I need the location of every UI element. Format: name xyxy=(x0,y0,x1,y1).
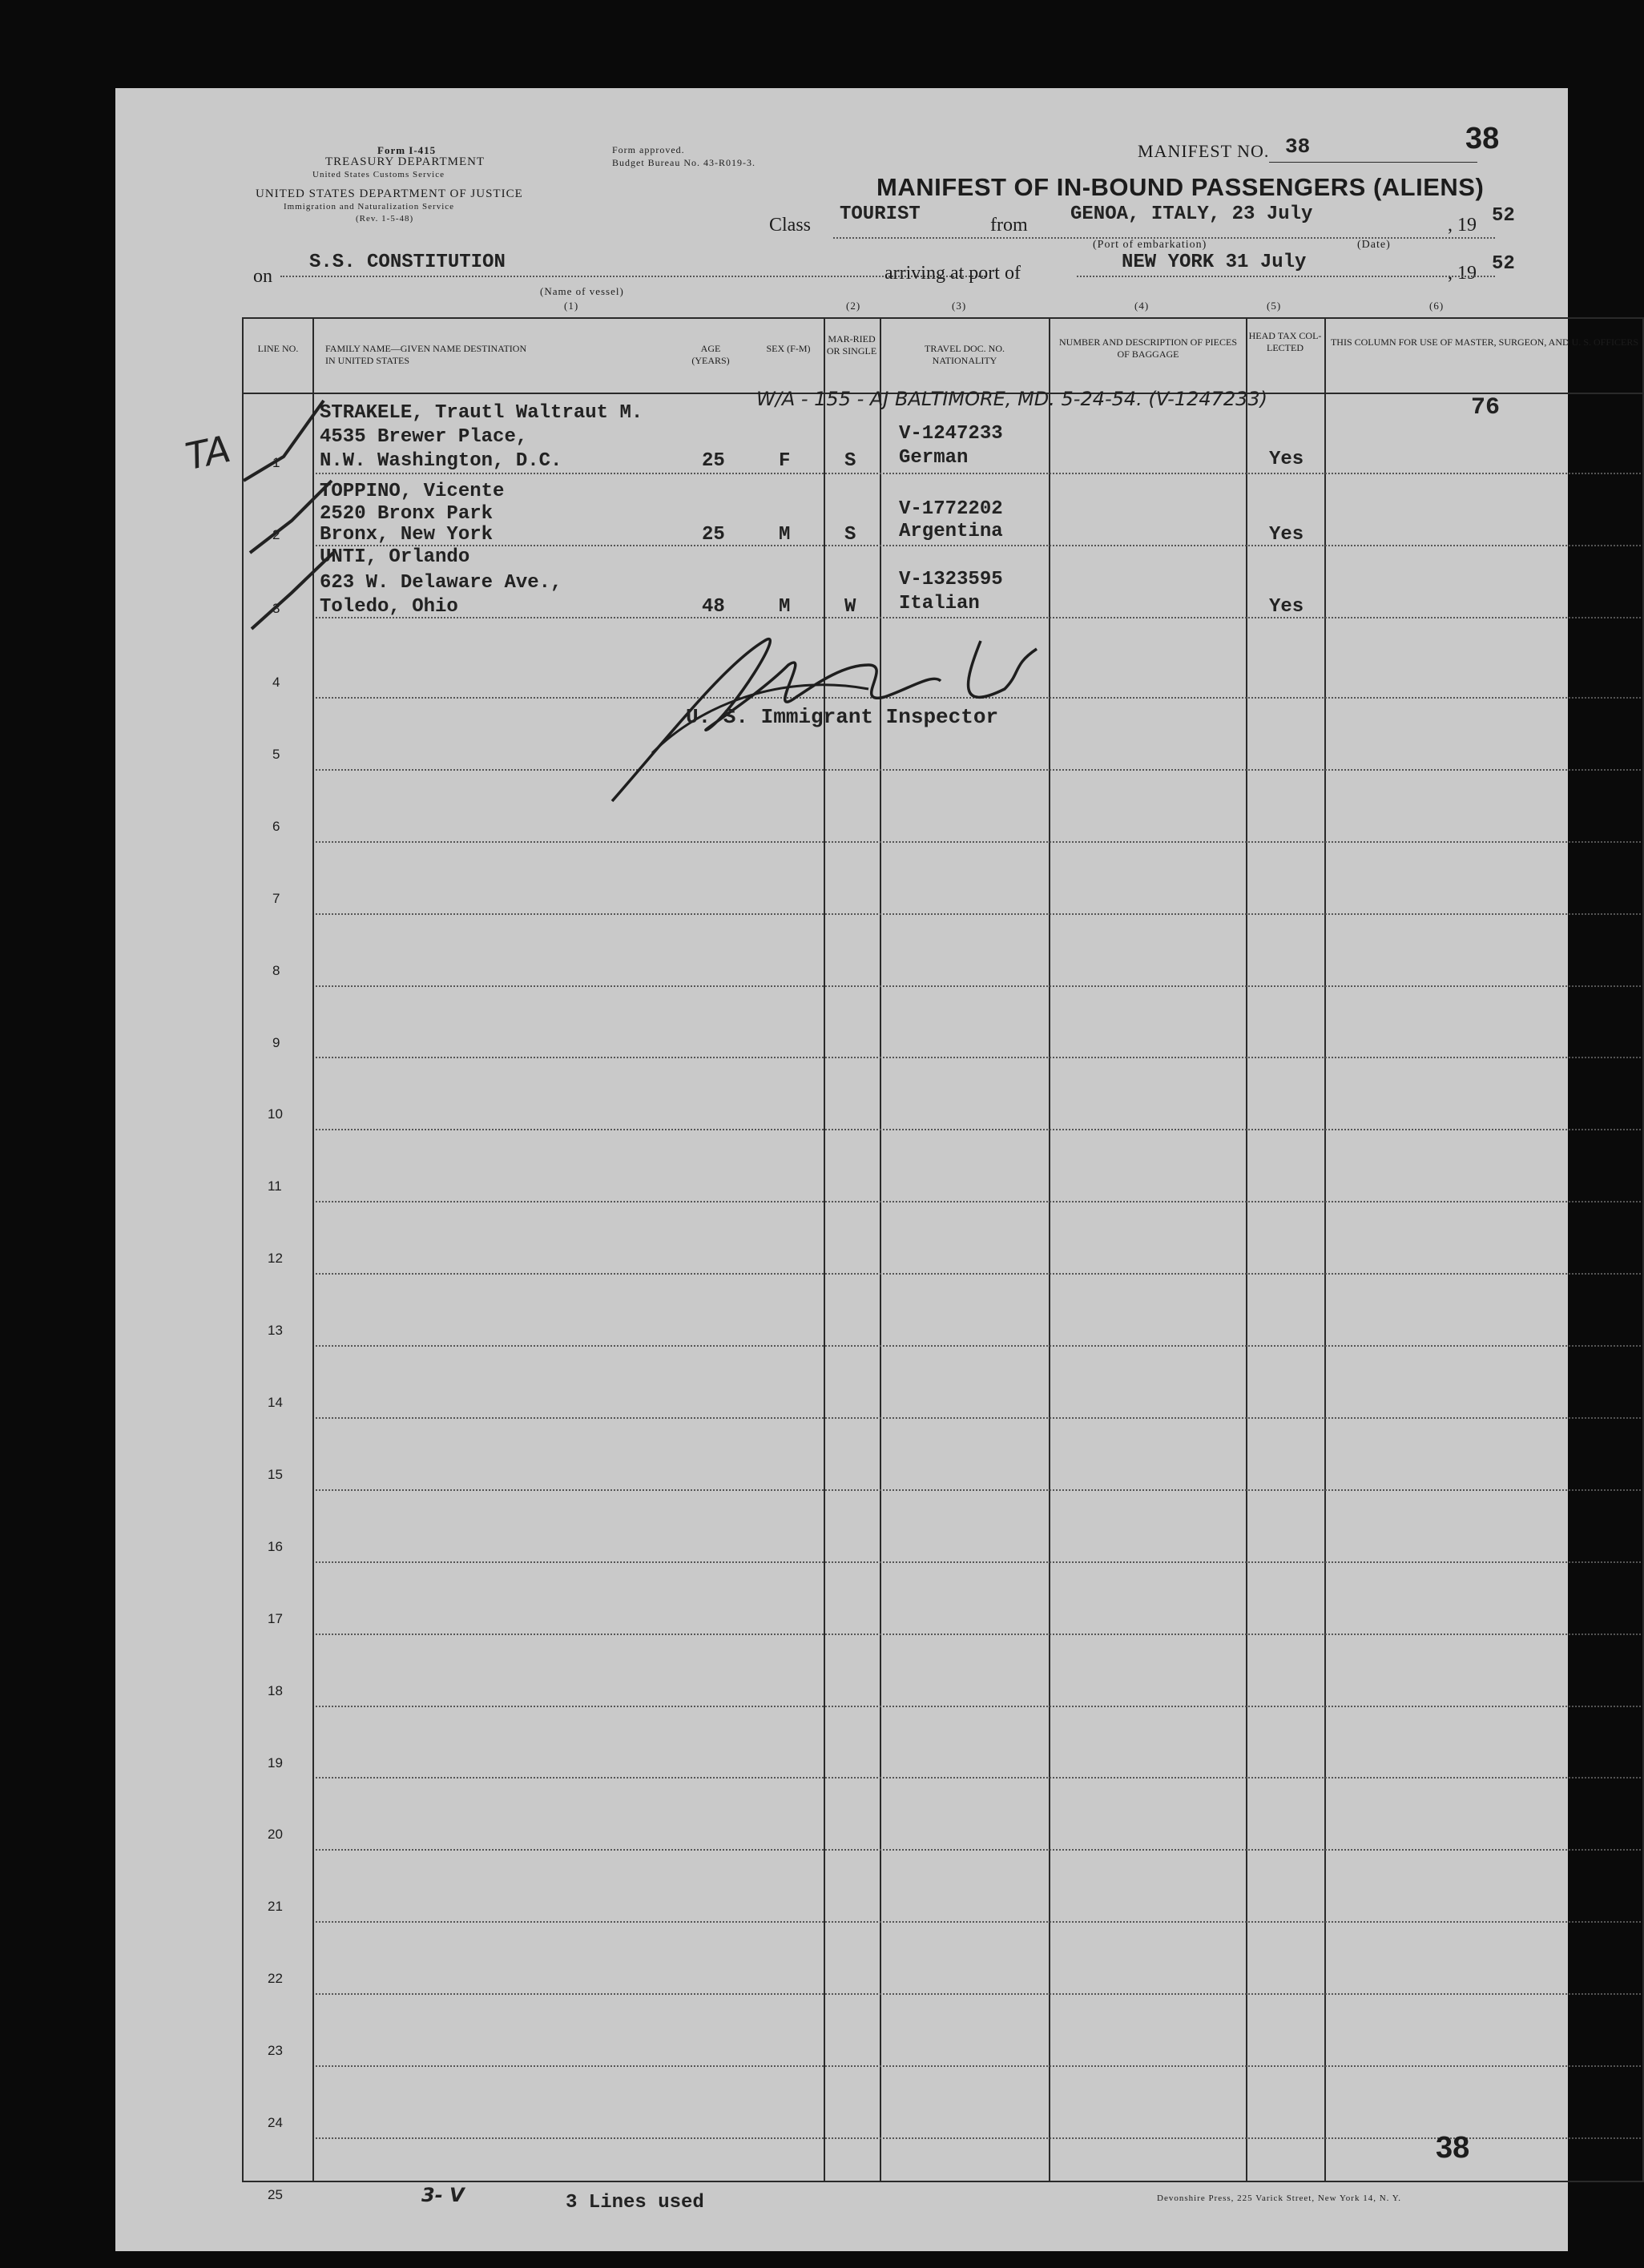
row-number: 4 xyxy=(272,675,280,690)
from-label: from xyxy=(990,215,1028,236)
column-number-5: (5) xyxy=(1267,300,1282,312)
handwritten-annotation: W/A - 155 - AJ BALTIMORE, MD. 5-24-54. (V-1247233) xyxy=(756,388,1268,410)
agency-customs: United States Customs Service xyxy=(312,170,445,179)
row-separator xyxy=(316,1201,1641,1202)
arrival-dotted-line xyxy=(1077,276,1495,277)
left-margin-initials: TA xyxy=(181,426,235,479)
row-separator xyxy=(316,1849,1641,1851)
row-separator xyxy=(316,1129,1641,1130)
row-number: 2 xyxy=(272,527,280,542)
row-separator xyxy=(316,1057,1641,1058)
row-number: 11 xyxy=(268,1178,282,1194)
row-number: 25 xyxy=(268,2186,283,2202)
row-separator xyxy=(316,1993,1641,1995)
table-top-border xyxy=(242,317,1644,319)
row-number: 22 xyxy=(268,1971,283,1987)
passenger-head-tax: Yes xyxy=(1269,524,1304,546)
form-number: Form I-415 xyxy=(377,144,437,156)
form-approved: Form approved. xyxy=(612,144,685,155)
budget-bureau: Budget Bureau No. 43-R019-3. xyxy=(612,157,756,168)
column-number-6: (6) xyxy=(1429,300,1445,312)
page-stamp: 38 xyxy=(1436,2131,1470,2165)
row-number: 14 xyxy=(268,1395,283,1410)
passenger-nationality: German xyxy=(899,447,969,469)
passenger-address-1: 2520 Bronx Park xyxy=(320,503,494,525)
header-name: FAMILY NAME—GIVEN NAME DESTINATION IN UNITED STATES xyxy=(325,343,527,366)
inspector-label: U. S. Immigrant Inspector xyxy=(686,705,999,729)
row-number: 9 xyxy=(272,1034,280,1050)
passenger-sex: F xyxy=(779,450,791,472)
passenger-head-tax: Yes xyxy=(1269,596,1304,618)
passenger-nationality: Argentina xyxy=(899,521,1003,542)
vessel-label: (Name of vessel) xyxy=(540,285,624,297)
col-divider-headtax xyxy=(1246,317,1247,2182)
row-separator xyxy=(316,841,1641,843)
row-separator xyxy=(316,1417,1641,1419)
row-number: 23 xyxy=(268,2043,283,2059)
row-number: 20 xyxy=(268,1827,283,1843)
row-number: 17 xyxy=(268,1610,283,1626)
column-number-2: (2) xyxy=(846,300,861,312)
manifest-no-typed: 38 xyxy=(1285,135,1311,159)
row-separator xyxy=(316,1561,1641,1563)
passenger-doc: V-1323595 xyxy=(899,569,1003,590)
row-number: 7 xyxy=(272,890,280,906)
date-label-1: (Date) xyxy=(1357,239,1391,251)
row-number: 5 xyxy=(272,746,280,762)
row-number: 24 xyxy=(268,2115,283,2130)
col-divider-marital xyxy=(824,317,825,2182)
col-divider-doc xyxy=(880,317,881,2182)
row-number: 6 xyxy=(272,818,280,834)
passenger-name: UNTI, Orlando xyxy=(320,546,470,568)
header-baggage: NUMBER AND DESCRIPTION OF PIECES OF BAGGAGE xyxy=(1058,336,1238,360)
manifest-no-stamp: 38 xyxy=(1465,122,1500,155)
on-label: on xyxy=(253,266,272,287)
vessel-name: S.S. CONSTITUTION xyxy=(309,252,506,273)
passenger-name: TOPPINO, Vicente xyxy=(320,481,505,502)
document-title: MANIFEST OF IN-BOUND PASSENGERS (ALIENS) xyxy=(876,173,1485,201)
passenger-address-1: 623 W. Delaware Ave., xyxy=(320,572,562,594)
passenger-sex: M xyxy=(779,524,791,546)
year-2: 52 xyxy=(1492,253,1515,275)
printer-credit: Devonshire Press, 225 Varick Street, New York 14, N. Y. xyxy=(1157,2193,1402,2203)
header-age: AGE (YEARS) xyxy=(691,343,730,366)
manifest-no-underline xyxy=(1269,162,1477,163)
header-married: MAR-RIED OR SINGLE xyxy=(826,333,877,357)
passenger-nationality: Italian xyxy=(899,593,980,614)
row-number: 13 xyxy=(268,1323,283,1339)
row-separator xyxy=(316,985,1641,987)
passenger-sex: M xyxy=(779,596,791,618)
passenger-doc: V-1772202 xyxy=(899,498,1003,520)
row-separator xyxy=(316,1345,1641,1347)
agency-ins: Immigration and Naturalization Service xyxy=(284,202,455,211)
column-number-1: (1) xyxy=(564,300,579,312)
passenger-age: 25 xyxy=(702,450,725,472)
row-separator xyxy=(316,473,1641,474)
passenger-head-tax: Yes xyxy=(1269,449,1304,470)
row-number: 3 xyxy=(272,601,280,616)
arrival-value: NEW YORK 31 July xyxy=(1122,252,1307,273)
row-separator xyxy=(316,1489,1641,1491)
class-value: TOURIST xyxy=(840,203,921,225)
passenger-name: STRAKELE, Trautl Waltraut M. xyxy=(320,402,643,424)
form-revision: (Rev. 1-5-48) xyxy=(356,214,414,224)
passenger-age: 48 xyxy=(702,596,725,618)
passenger-address-2: N.W. Washington, D.C. xyxy=(320,450,562,472)
row-separator xyxy=(316,1777,1641,1779)
class-label: Class xyxy=(769,215,812,236)
passenger-marital: W xyxy=(844,596,856,618)
agency-justice: UNITED STATES DEPARTMENT OF JUSTICE xyxy=(256,187,523,200)
column-number-4: (4) xyxy=(1134,300,1150,312)
row-number: 16 xyxy=(268,1538,283,1554)
vessel-dotted-line xyxy=(280,276,985,277)
row-separator xyxy=(316,1273,1641,1275)
row-number: 12 xyxy=(268,1251,283,1267)
year-1: 52 xyxy=(1492,205,1515,227)
header-line-no: LINE NO. xyxy=(257,343,299,354)
row-number: 1 xyxy=(272,455,280,470)
passenger-address-2: Bronx, New York xyxy=(320,524,494,546)
table-bottom-border xyxy=(242,2181,1644,2182)
arriving-label: arriving at port of xyxy=(884,263,1021,284)
row-check-marks xyxy=(236,393,348,649)
year-prefix-1: , 19 xyxy=(1448,215,1477,236)
year-prefix-2: , 19 xyxy=(1448,263,1477,284)
header-travel-doc: TRAVEL DOC. NO. NATIONALITY xyxy=(924,343,1005,366)
column-number-3: (3) xyxy=(952,300,967,312)
passenger-marital: S xyxy=(844,524,856,546)
row-number: 10 xyxy=(268,1106,283,1122)
passenger-address-1: 4535 Brewer Place, xyxy=(320,426,528,448)
manifest-page xyxy=(115,88,1639,2251)
row-separator xyxy=(316,1921,1641,1923)
row-number: 15 xyxy=(268,1466,283,1482)
row-separator xyxy=(316,1706,1641,1707)
col-divider-officers xyxy=(1324,317,1326,2182)
row-separator xyxy=(316,545,1641,546)
header-sex: SEX (F-M) xyxy=(766,343,811,354)
row-separator xyxy=(316,913,1641,915)
passenger-doc: V-1247233 xyxy=(899,423,1003,445)
passenger-address-2: Toledo, Ohio xyxy=(320,596,458,618)
row-number: 19 xyxy=(268,1754,283,1770)
agency-treasury: TREASURY DEPARTMENT xyxy=(325,155,486,168)
row-separator xyxy=(316,2065,1641,2067)
row-separator xyxy=(316,1634,1641,1635)
officer-column-number: 76 xyxy=(1471,394,1501,421)
row-number: 21 xyxy=(268,1899,283,1915)
manifest-no-label: MANIFEST NO. xyxy=(1138,141,1270,161)
from-value: GENOA, ITALY, 23 July xyxy=(1070,203,1313,225)
passenger-marital: S xyxy=(844,450,856,472)
bottom-left-mark: 3- V xyxy=(421,2184,465,2206)
header-head-tax: HEAD TAX COL-LECTED xyxy=(1248,330,1322,353)
passenger-age: 25 xyxy=(702,524,725,546)
port-embarkation-label: (Port of embarkation) xyxy=(1093,239,1207,251)
row-number: 8 xyxy=(272,962,280,978)
header-officers: THIS COLUMN FOR USE OF MASTER, SURGEON, AND U. S. OFFICERS xyxy=(1330,336,1639,348)
row-number: 18 xyxy=(268,1682,283,1698)
col-divider-baggage xyxy=(1049,317,1050,2182)
lines-used: 3 Lines used xyxy=(566,2192,704,2214)
